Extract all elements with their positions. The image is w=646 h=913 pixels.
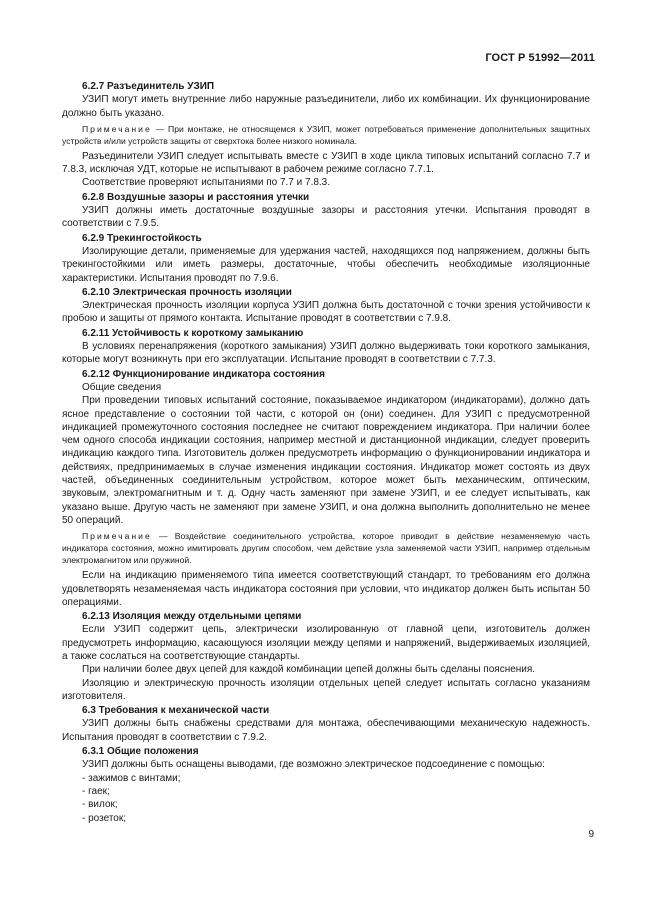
note [62, 123, 590, 147]
page-number: 9 [588, 829, 594, 840]
list-item: - вилок; [82, 799, 118, 811]
note-text: — При монтаже, не относящемся к УЗИП, может потребоваться применение дополнительных защитных устройств и/или устройств защиты от сверхтока более низкого номинала. [62, 123, 590, 146]
note-label: Примечание [82, 123, 152, 134]
section-heading: 6.2.9 Трекингостойкость [82, 232, 202, 244]
note-text: — Воздействие соединительного устройства, которое приводит в действие незаменяемую часть индикатора состояния, можно имитировать другим способом, чем действие узла заменяемой части УЗИП, например отдельным электромагнитом или пружиной. [62, 531, 590, 566]
paragraph: Электрическая прочность изоляции корпуса УЗИП должна быть достаточной с точки зрения устойчивости к пробою и защиты от прямого контакта. Испытание проводят в соответствии с 7.9.8. [62, 300, 590, 325]
paragraph: В условиях перенапряжения (короткого замыкания) УЗИП должно выдерживать токи короткого замыкания, которые могут возникнуть при его эксплуатации. Испытание проводят в соответствии с 7.7.3. [62, 341, 590, 366]
section-heading: 6.2.13 Изоляция между отдельными цепями [82, 611, 302, 623]
paragraph: Изоляцию и электрическую прочность изоляции отдельных цепей следует испытать согласно указаниям изготовителя. [62, 677, 590, 702]
paragraph: УЗИП должны иметь достаточные воздушные зазоры и расстояния утечки. Испытания проводят в соответствии с 7.9.5. [62, 205, 590, 230]
section-heading: 6.2.12 Функционирование индикатора состояния [82, 368, 325, 380]
section-heading: 6.2.7 Разъединитель УЗИП [82, 81, 215, 92]
paragraph: При наличии более двух цепей для каждой комбинации цепей должны быть сделаны пояснения. [82, 664, 536, 676]
paragraph: УЗИП должны быть оснащены выводами, где возможно электрическое подсоединение с помощью: [82, 759, 545, 771]
paragraph: Разъединители УЗИП следует испытывать вместе с УЗИП в ходе цикла типовых испытаний согласно 7.7 и 7.8.3, исключая УДТ, которые не испытывают в рабочем режиме согласно 7.7.1. [62, 150, 590, 176]
paragraph: При проведении типовых испытаний состояние, показываемое индикатором (индикаторами), должно дать ясное представление о состоянии той части, с которой он (они) соединен. Для УЗИП с предусмотренной индикацией промежуточного состояния последнее не считают повреждением индикатора. При наличии более чем одного способа индикации состояния, например местной и дистанционной индикации, следует проверить индикацию каждого типа. Изготовитель должен предусмотреть информацию о функционировании индикатора и действиях, предпринимаемых в случае изменения индикации состояния. Индикатор может состоять из двух частей, объединенных соединительным устройством, которое может быть механическим, оптическим, звуковым, электромагнитным и т. д. Одну часть заменяют при замене УЗИП, и ее следует испытывать, как указано выше. Другую часть не заменяют при замене УЗИП, и она должна выполнить дополнительно не менее 50 операций. [62, 395, 590, 526]
list-item: - гаек; [82, 785, 110, 797]
section-heading: 6.3 Требования к механической части [82, 705, 270, 717]
section-heading: 6.2.10 Электрическая прочность изоляции [82, 286, 292, 298]
list-item: - розеток; [82, 812, 127, 824]
subheading: Общие сведения [82, 381, 162, 393]
section-heading: 6.2.8 Воздушные зазоры и расстояния утечки [82, 191, 310, 203]
section-heading: 6.3.1 Общие положения [82, 746, 199, 758]
document-code: ГОСТ Р 51992—2011 [485, 52, 595, 64]
paragraph: УЗИП могут иметь внутренние либо наружные разъединители, либо их комбинации. Их функционирование должно быть указано. [62, 94, 590, 119]
paragraph: УЗИП должны быть снабжены средствами для монтажа, обеспечивающими механическую надежность. Испытания проводят в соответствии с 7.9.2. [62, 718, 590, 743]
note [62, 530, 590, 566]
paragraph: Изолирующие детали, применяемые для удержания частей, находящихся под напряжением, должны быть трекингостойкими или иметь размеры, достаточные, чтобы обеспечить необходимые изоляционные характеристики. Испытания проводят по 7.9.6. [62, 245, 590, 284]
list-item: - зажимов с винтами; [82, 772, 181, 784]
paragraph: Соответствие проверяют испытаниями по 7.7 и 7.8.3. [82, 177, 331, 189]
note-label: Примечание [82, 531, 152, 542]
section-heading: 6.2.11 Устойчивость к короткому замыканию [82, 327, 304, 339]
paragraph: Если УЗИП содержит цепь, электрически изолированную от главной цепи, изготовитель должен предусмотреть информацию, касающуюся изоляции между цепями и напряжений, выдерживаемых изоляцией, а также сослаться на соответствующие стандарты. [62, 624, 590, 662]
page-body [62, 79, 590, 825]
paragraph: Если на индикацию применяемого типа имеется соответствующий стандарт, то требованиям его должна удовлетворять незаменяемая часть индикатора состояния при условии, что индикатор должен быть испытан 50 операциями. [62, 570, 590, 608]
